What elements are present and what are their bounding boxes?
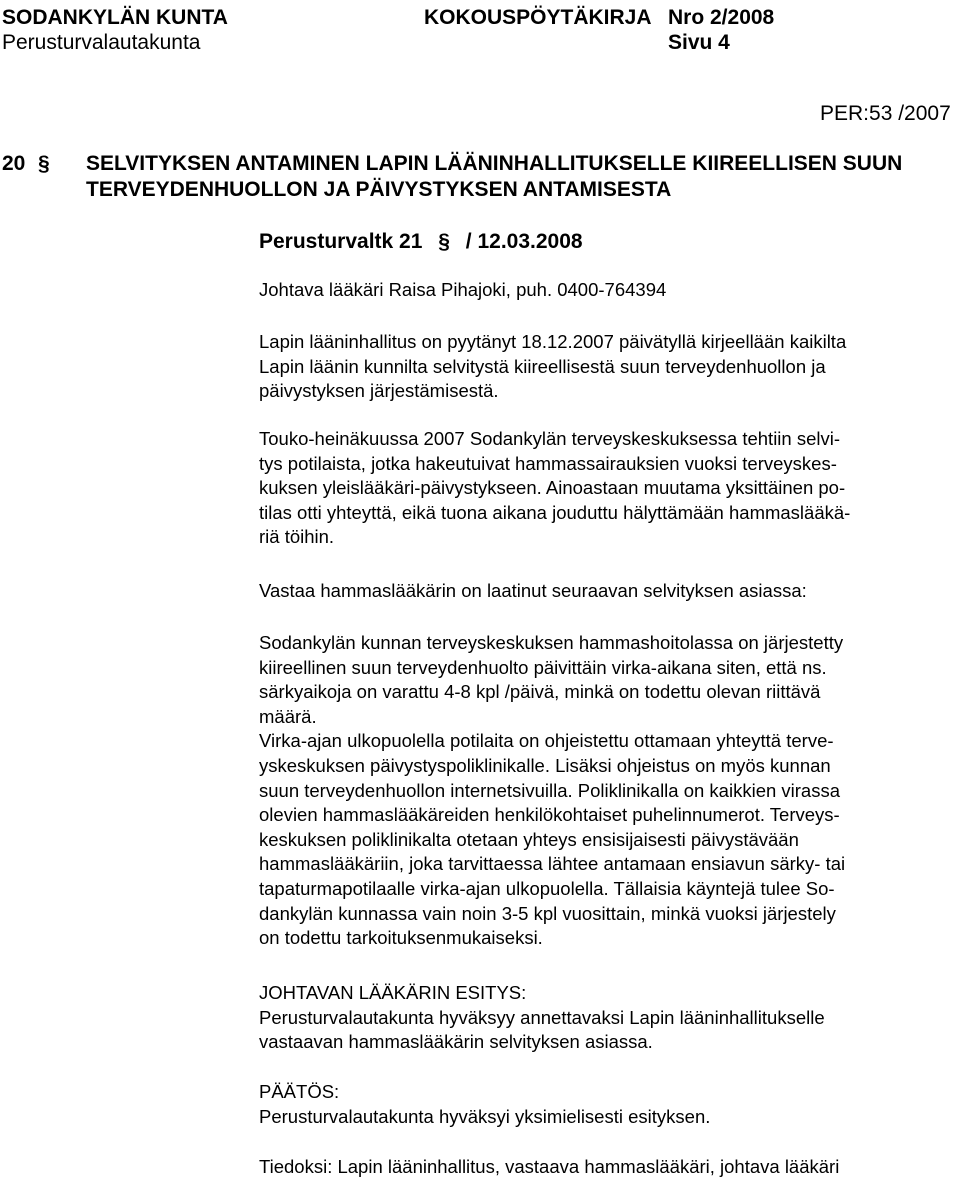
text-line: Tiedoksi: Lapin lääninhallitus, vastaava hammaslääkäri, johtava lääkäri	[259, 1156, 840, 1177]
text-line: riä töihin.	[259, 526, 335, 548]
text-line: on todettu tarkoituksenmukaiseksi.	[259, 927, 543, 949]
text-line: tilas otti yhteyttä, eikä tuona aikana jouduttu hälyttämään hammaslääkä-	[259, 501, 851, 523]
document-number: Nro 2/2008	[668, 6, 775, 29]
text-line: Sodankylän kunnan terveyskeskuksen hammashoitolassa on järjestetty	[259, 632, 844, 653]
section-symbol: §	[38, 152, 50, 175]
presenter-line: Johtava lääkäri Raisa Pihajoki, puh. 0400-764394	[259, 279, 667, 300]
text-line: kuksen yleislääkäri-päivystykseen. Ainoastaan muutama yksittäinen po-	[259, 477, 846, 499]
text-line: määrä.	[259, 705, 317, 727]
text-line: yskeskuksen päivystyspoliklinikalle. Lisäksi ohjeistus on myös kunnan	[259, 754, 831, 776]
text-line: Perusturvalautakunta hyväksyi yksimielisesti esityksen.	[259, 1105, 711, 1127]
document-type: KOKOUSPÖYTÄKIRJA	[424, 6, 652, 29]
text-line: keskuksen poliklinikalta otetaan yhteys ensisijaisesti päivystävään	[259, 828, 799, 850]
section-title-line: TERVEYDENHUOLLON JA PÄIVYSTYKSEN ANTAMISESTA	[86, 178, 672, 201]
paragraph-report	[259, 631, 845, 951]
section-title-line: SELVITYKSEN ANTAMINEN LAPIN LÄÄNINHALLITUKSELLE KIIREELLISEN SUUN	[86, 152, 903, 175]
section-title	[86, 151, 902, 203]
paragraph-survey	[259, 427, 850, 550]
decision-section	[259, 1080, 710, 1129]
meeting-symbol: §	[438, 230, 450, 253]
proposal-section	[259, 981, 825, 1055]
text-line: päivystyksen järjestämisestä.	[259, 380, 499, 402]
committee-name: Perusturvalautakunta	[2, 31, 201, 54]
text-line: Touko-heinäkuussa 2007 Sodankylän terveyskeskuksessa tehtiin selvi-	[259, 428, 841, 449]
reference-number: PER:53 /2007	[820, 102, 951, 125]
text-line: tapaturmapotilaalle virka-ajan ulkopuolella. Tällaisia käyntejä tulee So-	[259, 877, 835, 899]
text-line: Lapin lääninhallitus on pyytänyt 18.12.2007 päivätyllä kirjeellään kaikilta	[259, 331, 847, 352]
paragraph-request	[259, 330, 846, 404]
text-line: Lapin läänin kunnilta selvitystä kiireellisestä suun terveydenhuollon ja	[259, 355, 826, 377]
text-line: Perusturvalautakunta hyväksyy annettavaksi Lapin lääninhallitukselle	[259, 1006, 825, 1028]
text-line: vastaavan hammaslääkärin selvityksen asiassa.	[259, 1031, 653, 1053]
text-line: Vastaa hammaslääkärin on laatinut seuraavan selvityksen asiassa:	[259, 580, 807, 601]
distribution-line	[259, 1155, 839, 1180]
text-line: Virka-ajan ulkopuolella potilaita on ohjeistettu ottamaan yhteyttä terve-	[259, 730, 834, 752]
text-line: dankylän kunnassa vain noin 3-5 kpl vuosittain, minkä vuoksi järjestely	[259, 902, 836, 924]
page-number: Sivu 4	[668, 31, 730, 54]
meeting-reference	[259, 229, 583, 255]
text-line: tys potilaista, jotka hakeutuivat hammassairauksien vuoksi terveyskes-	[259, 452, 837, 474]
text-line: olevien hammaslääkäreiden henkilökohtaiset puhelinnumerot. Terveys-	[259, 804, 840, 826]
paragraph-intro	[259, 579, 807, 604]
meeting-date: / 12.03.2008	[465, 230, 583, 253]
text-line: suun terveydenhuollon internetsivuilla. Poliklinikalla on kaikkien virassa	[259, 779, 841, 801]
meeting-prefix: Perusturvaltk 21	[259, 230, 423, 253]
text-line: hammaslääkäriin, joka tarvittaessa lähtee antamaan ensiavun särky- tai	[259, 853, 846, 875]
section-number: 20	[2, 152, 26, 175]
org-name: SODANKYLÄN KUNTA	[2, 6, 228, 29]
text-line: kiireellinen suun terveydenhuolto päivittäin virka-aikana siten, että ns.	[259, 656, 827, 678]
decision-heading: PÄÄTÖS:	[259, 1081, 340, 1102]
text-line: särkyaikoja on varattu 4-8 kpl /päivä, minkä on todettu olevan riittävä	[259, 681, 821, 703]
proposal-heading: JOHTAVAN LÄÄKÄRIN ESITYS:	[259, 982, 527, 1003]
